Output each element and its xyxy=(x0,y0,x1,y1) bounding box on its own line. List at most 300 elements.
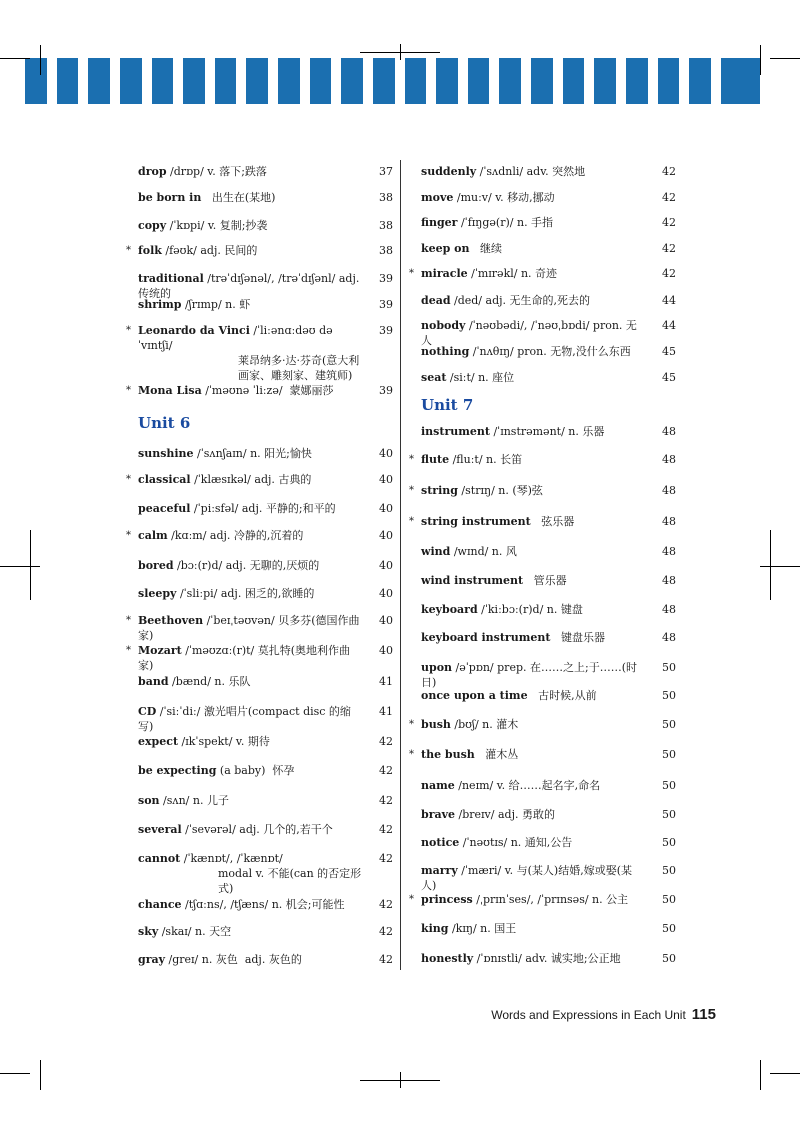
entry-definition: /ˈsevərəl/ adj. 几个的,若干个 xyxy=(181,823,333,836)
entry-text xyxy=(138,924,393,939)
entry-page: 44 xyxy=(662,319,676,332)
column-divider xyxy=(400,160,401,970)
entry-page: 42 xyxy=(379,953,393,966)
entry-continuation: modal v. 不能(can 的否定形式) xyxy=(218,867,362,895)
entry-definition: /ˈməʊzɑː(r)t/ 莫扎特(奥地利作曲家) xyxy=(138,644,351,672)
header-stripe xyxy=(531,58,553,104)
vocab-entry xyxy=(421,778,676,793)
entry-text xyxy=(138,472,393,487)
entry-definition: 弦乐器 xyxy=(530,515,575,528)
entry-page: 42 xyxy=(662,242,676,255)
entry-text xyxy=(421,344,676,359)
entry-word: drop xyxy=(138,165,167,178)
entry-word: keyboard xyxy=(421,603,478,616)
crop-mark xyxy=(40,1060,41,1090)
entry-definition: 出生在(某地) xyxy=(201,191,276,204)
vocab-entry xyxy=(138,704,393,734)
vocab-entry xyxy=(126,383,393,398)
entry-word: princess xyxy=(421,893,473,906)
entry-text xyxy=(138,613,393,643)
entry-text xyxy=(138,643,393,673)
vocab-entry xyxy=(421,544,676,559)
vocab-entry xyxy=(421,835,676,850)
entry-page: 39 xyxy=(379,384,393,397)
entry-continuation: 莱昂纳多·达·芬奇(意大利画家、雕刻家、建筑师) xyxy=(238,354,360,382)
vocab-entry xyxy=(138,190,393,205)
entry-page: 39 xyxy=(379,298,393,311)
entry-definition: /ʃrɪmp/ n. 虾 xyxy=(181,298,251,311)
header-stripe xyxy=(57,58,79,104)
entry-text xyxy=(421,514,676,529)
vocab-entry xyxy=(421,215,676,230)
entry-page: 48 xyxy=(662,484,676,497)
vocab-entry xyxy=(421,573,676,588)
vocab-entry xyxy=(409,717,676,732)
entry-page: 38 xyxy=(379,219,393,232)
entry-definition: /ˈsʌnʃaɪn/ n. 阳光;愉快 xyxy=(193,447,312,460)
vocab-entry xyxy=(421,921,676,936)
entry-page: 48 xyxy=(662,545,676,558)
crop-mark xyxy=(770,58,800,59)
entry-text xyxy=(138,218,393,233)
entry-definition: /ˈliːənɑːdəʊ də ˈvɪntʃi/ xyxy=(138,324,337,352)
entry-text xyxy=(138,164,393,179)
entry-word: copy xyxy=(138,219,167,232)
entry-text xyxy=(138,446,393,461)
vocab-entry xyxy=(138,734,393,749)
vocab-entry xyxy=(421,241,676,256)
entry-definition: /strɪŋ/ n. (琴)弦 xyxy=(457,484,543,497)
entry-definition: /ˈkɒpi/ v. 复制;抄袭 xyxy=(166,219,268,232)
entry-text xyxy=(138,297,393,312)
entry-word: Mona Lisa xyxy=(138,384,202,397)
entry-page: 40 xyxy=(379,587,393,600)
entry-definition: /kɪŋ/ n. 国王 xyxy=(448,922,517,935)
entry-text xyxy=(421,835,676,850)
vocab-entry xyxy=(138,793,393,808)
header-stripe xyxy=(152,58,174,104)
entry-page: 48 xyxy=(662,631,676,644)
entry-definition: /ˈmæri/ v. 与(某人)结婚,嫁或娶(某人) xyxy=(421,864,632,892)
vocab-entry xyxy=(126,472,393,487)
entry-definition: /ˈɪnstrəmənt/ n. 乐器 xyxy=(489,425,605,438)
entry-word: nothing xyxy=(421,345,470,358)
star-marker: * xyxy=(126,645,131,656)
vocab-entry xyxy=(138,164,393,179)
vocab-entry xyxy=(126,613,393,643)
entry-page: 40 xyxy=(379,473,393,486)
entry-definition: /ˈnʌθɪŋ/ pron. 无物,没什么东西 xyxy=(469,345,631,358)
crop-mark xyxy=(760,566,800,567)
entry-text xyxy=(138,190,393,205)
entry-word: shrimp xyxy=(138,298,182,311)
entry-word: peaceful xyxy=(138,502,191,515)
entry-definition: /əˈpɒn/ prep. 在……之上;于……(时日) xyxy=(421,661,637,689)
entry-page: 50 xyxy=(662,922,676,935)
entry-definition: /ˈkiːbɔː(r)d/ n. 键盘 xyxy=(477,603,583,616)
entry-text xyxy=(138,586,393,601)
entry-word: Leonardo da Vinci xyxy=(138,324,250,337)
entry-word: keyboard instrument xyxy=(421,631,551,644)
entry-word: several xyxy=(138,823,182,836)
entry-word: instrument xyxy=(421,425,490,438)
vocab-entry xyxy=(138,952,393,967)
entry-definition: /ˈfɪŋgə(r)/ n. 手指 xyxy=(457,216,554,229)
entry-definition: /sʌn/ n. 儿子 xyxy=(159,794,229,807)
entry-definition: /ˈɒnɪstli/ adv. 诚实地;公正地 xyxy=(473,952,621,965)
entry-definition: /ɪkˈspekt/ v. 期待 xyxy=(178,735,270,748)
entry-text xyxy=(138,897,393,912)
vocab-entry xyxy=(138,558,393,573)
crop-mark xyxy=(400,1072,401,1088)
footer-title: Words and Expressions in Each Unit xyxy=(491,1008,686,1022)
vocab-entry xyxy=(138,446,393,461)
entry-page: 38 xyxy=(379,244,393,257)
vocab-entry xyxy=(126,528,393,543)
entry-page: 44 xyxy=(662,294,676,307)
entry-page: 50 xyxy=(662,952,676,965)
vocab-entry xyxy=(409,266,676,281)
star-marker: * xyxy=(409,485,414,496)
entry-page: 41 xyxy=(379,675,393,688)
entry-word: Mozart xyxy=(138,644,182,657)
entry-page: 40 xyxy=(379,502,393,515)
entry-word: notice xyxy=(421,836,460,849)
entry-text xyxy=(421,602,676,617)
entry-definition: /bænd/ n. 乐队 xyxy=(168,675,251,688)
crop-mark xyxy=(760,45,761,75)
entry-definition: 键盘乐器 xyxy=(550,631,605,644)
entry-definition: /fəʊk/ adj. 民间的 xyxy=(161,244,258,257)
entry-text xyxy=(138,323,393,353)
header-stripe xyxy=(468,58,490,104)
entry-word: dead xyxy=(421,294,451,307)
entry-word: brave xyxy=(421,808,456,821)
vocab-entry xyxy=(421,660,676,690)
entry-word: gray xyxy=(138,953,166,966)
entry-word: chance xyxy=(138,898,182,911)
entry-page: 40 xyxy=(379,644,393,657)
entry-text xyxy=(421,951,676,966)
entry-page: 50 xyxy=(662,864,676,877)
entry-word: sleepy xyxy=(138,587,177,600)
entry-text xyxy=(138,243,393,258)
vocab-entry xyxy=(421,602,676,617)
vocab-entry xyxy=(138,822,393,837)
entry-text xyxy=(421,717,676,732)
star-marker: * xyxy=(126,615,131,626)
entry-text xyxy=(138,822,393,837)
entry-definition: /greɪ/ n. 灰色 adj. 灰色的 xyxy=(165,953,302,966)
star-marker: * xyxy=(126,245,131,256)
entry-definition: /ˈsʌdnli/ adv. 突然地 xyxy=(476,165,586,178)
entry-text xyxy=(421,215,676,230)
entry-page: 50 xyxy=(662,718,676,731)
entry-word: string instrument xyxy=(421,515,531,528)
entry-word: Beethoven xyxy=(138,614,204,627)
entry-word: string xyxy=(421,484,458,497)
entry-definition: /ˈməʊnə ˈliːzə/ 蒙娜丽莎 xyxy=(201,384,334,397)
entry-page: 50 xyxy=(662,893,676,906)
vocab-entry xyxy=(409,514,676,529)
vocab-entry xyxy=(421,344,676,359)
vocab-entry xyxy=(138,763,393,778)
entry-word: keep on xyxy=(421,242,470,255)
entry-word: CD xyxy=(138,705,157,718)
header-stripe xyxy=(120,58,142,104)
entry-definition: /ˈpiːsfəl/ adj. 平静的;和平的 xyxy=(190,502,336,515)
entry-text xyxy=(138,674,393,689)
vocab-entry xyxy=(138,851,393,896)
header-stripe xyxy=(658,58,680,104)
star-marker: * xyxy=(409,454,414,465)
header-stripe xyxy=(405,58,427,104)
entry-text xyxy=(138,851,393,866)
entry-page: 37 xyxy=(379,165,393,178)
entry-definition: /siːt/ n. 座位 xyxy=(446,371,515,384)
entry-word: flute xyxy=(421,453,450,466)
header-stripe xyxy=(626,58,648,104)
entry-definition: /ded/ adj. 无生命的,死去的 xyxy=(450,294,591,307)
entry-word: honestly xyxy=(421,952,474,965)
entry-page: 48 xyxy=(662,515,676,528)
star-marker: * xyxy=(126,325,131,336)
vocab-entry xyxy=(421,190,676,205)
entry-text xyxy=(421,483,676,498)
entry-page: 50 xyxy=(662,808,676,821)
vocab-entry xyxy=(126,323,393,383)
entry-text xyxy=(138,383,393,398)
entry-word: the bush xyxy=(421,748,475,761)
entry-definition: /ˌprɪnˈses/, /ˈprɪnsəs/ n. 公主 xyxy=(472,893,629,906)
entry-text xyxy=(138,528,393,543)
vocab-entry xyxy=(409,747,676,762)
entry-page: 42 xyxy=(379,794,393,807)
header-stripe xyxy=(215,58,237,104)
vocab-entry xyxy=(138,297,393,312)
entry-word: folk xyxy=(138,244,162,257)
entry-text xyxy=(421,266,676,281)
star-marker: * xyxy=(409,719,414,730)
star-marker: * xyxy=(409,516,414,527)
entry-page: 50 xyxy=(662,689,676,702)
entry-text xyxy=(138,793,393,808)
page-footer xyxy=(491,1006,716,1023)
entry-word: bush xyxy=(421,718,451,731)
entry-word: wind instrument xyxy=(421,574,524,587)
header-stripe xyxy=(499,58,521,104)
entry-definition: /ˈkænɒt/, /ˈkænɒt/ xyxy=(180,852,283,865)
entry-definition: /ˈsiːˈdiː/ 激光唱片(compact disc 的缩写) xyxy=(138,705,351,733)
entry-definition: /muːv/ v. 移动,挪动 xyxy=(453,191,555,204)
crop-mark xyxy=(40,45,41,75)
entry-page: 40 xyxy=(379,447,393,460)
unit-6-heading: Unit 6 xyxy=(138,414,191,432)
page-number: 115 xyxy=(691,1006,716,1023)
vocab-entry xyxy=(126,643,393,673)
entry-page: 40 xyxy=(379,529,393,542)
vocab-entry xyxy=(421,807,676,822)
entry-word: cannot xyxy=(138,852,181,865)
header-stripe xyxy=(25,58,47,104)
entry-text xyxy=(421,452,676,467)
entry-word: sunshine xyxy=(138,447,194,460)
entry-text xyxy=(421,630,676,645)
entry-page: 42 xyxy=(662,165,676,178)
header-stripe xyxy=(436,58,458,104)
entry-word: miracle xyxy=(421,267,468,280)
entry-definition: /kɑːm/ adj. 冷静的,沉着的 xyxy=(167,529,304,542)
entry-definition: 古时候,从前 xyxy=(527,689,597,702)
star-marker: * xyxy=(409,894,414,905)
entry-text xyxy=(421,747,676,762)
entry-text xyxy=(421,164,676,179)
entry-text xyxy=(138,558,393,573)
entry-word: upon xyxy=(421,661,453,674)
vocab-entry xyxy=(421,424,676,439)
vocab-entry xyxy=(421,688,676,703)
header-stripe xyxy=(563,58,585,104)
entry-text xyxy=(421,807,676,822)
entry-page: 42 xyxy=(379,735,393,748)
entry-page: 38 xyxy=(379,191,393,204)
entry-page: 39 xyxy=(379,324,393,337)
entry-page: 42 xyxy=(379,898,393,911)
crop-mark xyxy=(0,1073,30,1074)
entry-definition: /ˈnəʊtɪs/ n. 通知,公告 xyxy=(459,836,573,849)
entry-definition: /bɔː(r)d/ adj. 无聊的,厌烦的 xyxy=(173,559,320,572)
header-stripe xyxy=(88,58,110,104)
entry-definition: /wɪnd/ n. 风 xyxy=(450,545,517,558)
entry-text xyxy=(421,892,676,907)
entry-text xyxy=(421,660,676,690)
entry-definition: /neɪm/ v. 给……起名字,命名 xyxy=(454,779,601,792)
entry-page: 45 xyxy=(662,345,676,358)
entry-page: 42 xyxy=(379,764,393,777)
entry-text xyxy=(421,241,676,256)
entry-page: 42 xyxy=(662,191,676,204)
vocab-entry xyxy=(138,501,393,516)
entry-definition: /breɪv/ adj. 勇敢的 xyxy=(455,808,555,821)
vocab-entry xyxy=(126,243,393,258)
entry-page: 50 xyxy=(662,661,676,674)
crop-mark xyxy=(0,58,30,59)
header-stripe xyxy=(246,58,268,104)
entry-definition: /skaɪ/ n. 天空 xyxy=(158,925,232,938)
crop-mark xyxy=(0,566,40,567)
entry-definition: /drɒp/ v. 落下;跌落 xyxy=(166,165,267,178)
entry-page: 48 xyxy=(662,425,676,438)
entry-word: sky xyxy=(138,925,159,938)
entry-text xyxy=(421,293,676,308)
entry-definition: 灌木丛 xyxy=(474,748,519,761)
entry-word: name xyxy=(421,779,455,792)
header-stripe xyxy=(594,58,616,104)
entry-page: 39 xyxy=(379,272,393,285)
star-marker: * xyxy=(126,530,131,541)
header-stripe xyxy=(721,58,760,104)
entry-text xyxy=(138,734,393,749)
vocab-entry xyxy=(421,293,676,308)
crop-mark xyxy=(760,1060,761,1090)
vocab-entry xyxy=(138,924,393,939)
entry-word: move xyxy=(421,191,454,204)
entry-page: 42 xyxy=(662,216,676,229)
entry-definition: 继续 xyxy=(469,242,502,255)
star-marker: * xyxy=(409,268,414,279)
entry-text xyxy=(421,424,676,439)
entry-page: 41 xyxy=(379,705,393,718)
entry-word: be expecting xyxy=(138,764,217,777)
vocab-entry xyxy=(421,951,676,966)
entry-text xyxy=(421,778,676,793)
vocab-entry xyxy=(138,218,393,233)
crop-mark xyxy=(30,530,31,600)
entry-word: finger xyxy=(421,216,458,229)
entry-definition: /ˈbeɪˌtəʊvən/ 贝多芬(德国作曲家) xyxy=(138,614,360,642)
unit-7-heading: Unit 7 xyxy=(421,396,474,414)
entry-page: 42 xyxy=(662,267,676,280)
entry-word: king xyxy=(421,922,449,935)
entry-word: marry xyxy=(421,864,458,877)
vocab-entry xyxy=(409,452,676,467)
vocab-entry xyxy=(421,630,676,645)
entry-page: 48 xyxy=(662,574,676,587)
vocab-entry xyxy=(138,897,393,912)
crop-mark xyxy=(400,44,401,60)
entry-definition: /trəˈdɪʃənəl/, /trəˈdɪʃənl/ adj. 传统的 xyxy=(138,272,363,300)
header-stripe xyxy=(183,58,205,104)
entry-word: calm xyxy=(138,529,168,542)
entry-definition: /ˈklæsɪkəl/ adj. 古典的 xyxy=(190,473,312,486)
vocab-entry xyxy=(421,164,676,179)
entry-definition: /tʃɑːns/, /tʃæns/ n. 机会;可能性 xyxy=(181,898,345,911)
star-marker: * xyxy=(126,385,131,396)
entry-definition: /ˈnəʊbədi/, /ˈnəʊˌbɒdi/ pron. 无人 xyxy=(421,319,637,347)
vocab-entry xyxy=(421,370,676,385)
entry-word: son xyxy=(138,794,160,807)
entry-text xyxy=(138,704,393,734)
vocab-entry xyxy=(409,892,676,907)
entry-definition: /ˈmɪrəkl/ n. 奇迹 xyxy=(467,267,558,280)
entry-text xyxy=(138,763,393,778)
entry-definition: /fluːt/ n. 长笛 xyxy=(449,453,523,466)
entry-page: 50 xyxy=(662,748,676,761)
entry-text xyxy=(421,921,676,936)
entry-text xyxy=(421,544,676,559)
entry-text xyxy=(421,190,676,205)
entry-text xyxy=(421,863,676,893)
entry-word: be born in xyxy=(138,191,202,204)
entry-text xyxy=(421,370,676,385)
entry-definition: /ˈsliːpi/ adj. 困乏的,欲睡的 xyxy=(176,587,315,600)
header-stripe xyxy=(278,58,300,104)
entry-word: suddenly xyxy=(421,165,477,178)
entry-word: classical xyxy=(138,473,191,486)
entry-definition: (a baby) 怀孕 xyxy=(216,764,295,777)
header-stripes xyxy=(25,58,770,104)
entry-text xyxy=(138,501,393,516)
star-marker: * xyxy=(409,749,414,760)
entry-page: 40 xyxy=(379,614,393,627)
entry-page: 40 xyxy=(379,559,393,572)
entry-text xyxy=(421,688,676,703)
entry-definition: 管乐器 xyxy=(523,574,567,587)
vocab-entry xyxy=(138,674,393,689)
entry-word: bored xyxy=(138,559,174,572)
entry-page: 48 xyxy=(662,453,676,466)
entry-definition: /bʊʃ/ n. 灌木 xyxy=(450,718,519,731)
